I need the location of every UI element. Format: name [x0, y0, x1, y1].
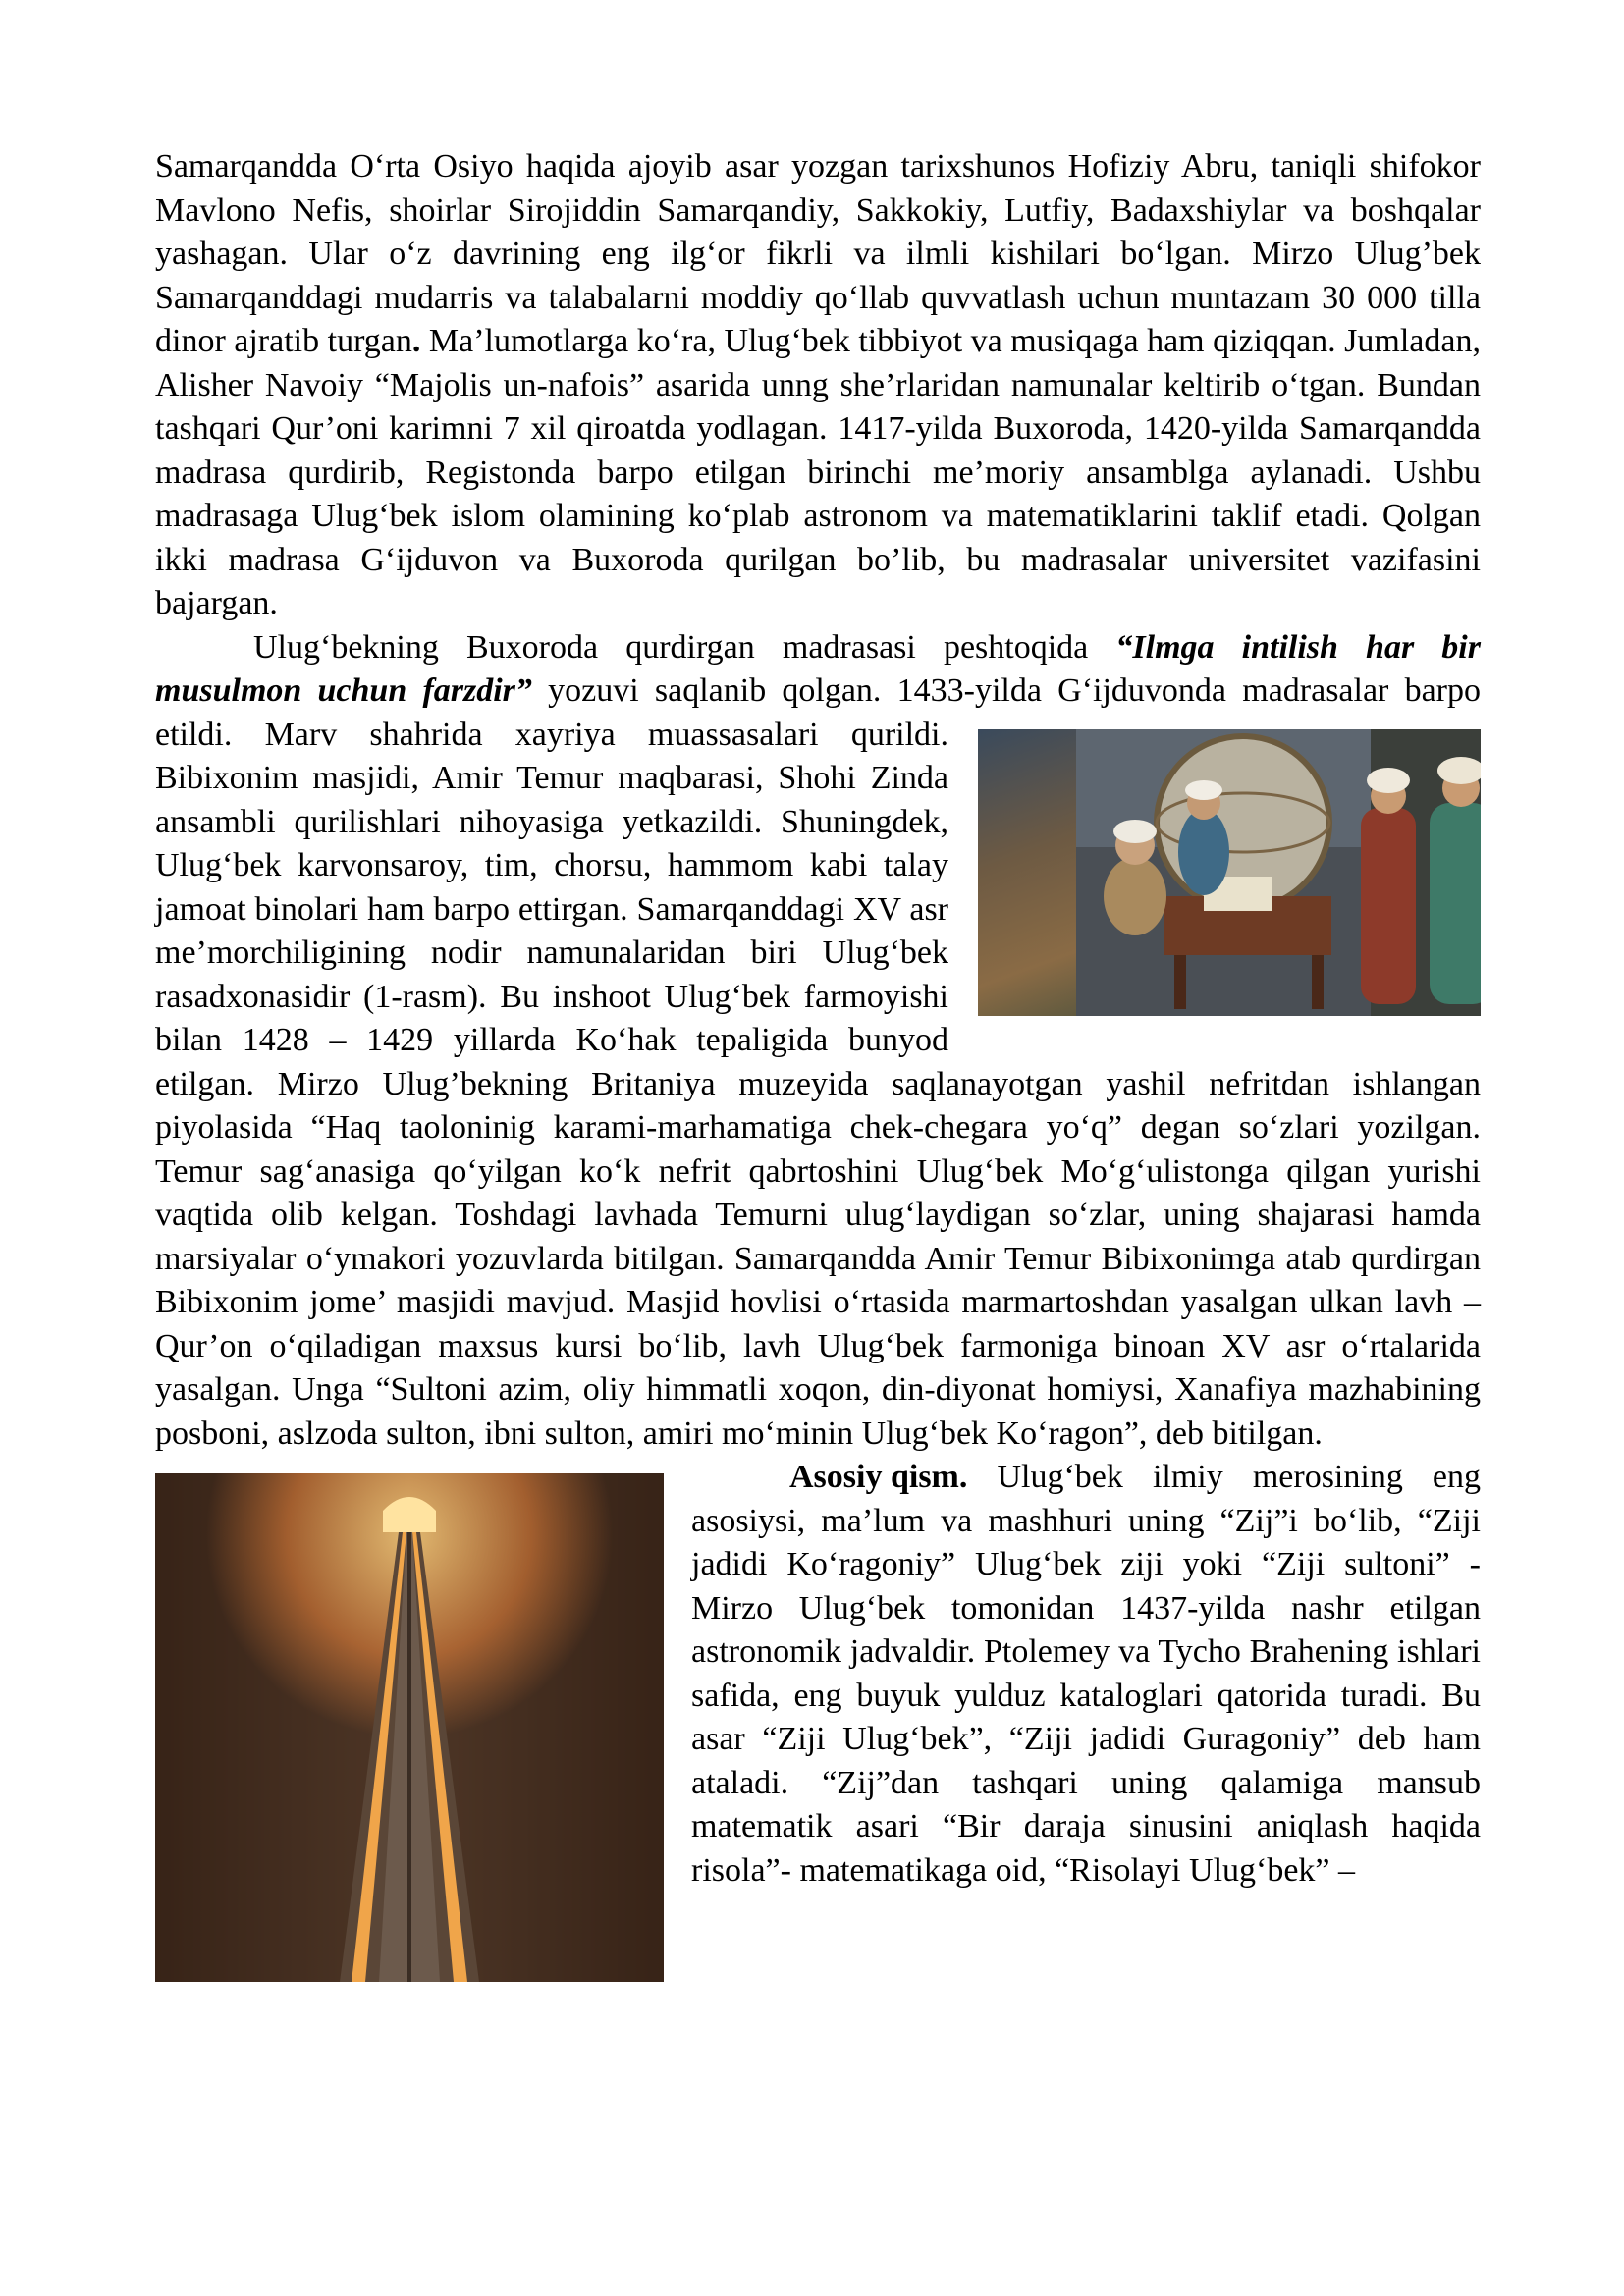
astronomers-painting [978, 729, 1481, 1016]
paragraph-3-text: Ulug‘bek ilmiy merosining eng asosiysi, ma’lum va mashhuri uning “Zij”i bo‘lib, “Ziji jadidi Ko‘ragoniy” Ulug‘bek ziji yoki “Ziji sultoni” - Mirzo Ulug‘bek tomonidan 1437-yilda nashr etilgan astronomik jadvaldir. Ptolemey va Tycho Brahening ishlari safida, eng buyuk yulduz kataloglari qatorida turadi. Bu asar “Ziji Ulug‘bek”, “Ziji jadidi Guragoniy” deb ham ataladi. “Zij”dan tashqari uning qalamiga mansub matematik asari “Bir daraja sinusini aniqlash haqida risola”- matematikaga oid, “Risolayi Ulug‘bek” – [691, 1459, 1481, 1889]
paragraph-1-text: Samarqandda O‘rta Osiyo haqida ajoyib asar yozgan tarixshunos Hofiziy Abru, taniqli shifokor Mavlono Nefis, shoirlar Sirojiddin Samarqandiy, Sakkokiy, Lutfiy, Badaxshiylar va boshqalar yashagan. Ular o‘z davrining eng ilg‘or fikrli va ilmli kishilari bo‘lgan. Mirzo Ulug’bek Samarqanddagi mudarris va talabalarni moddiy qo‘llab quvvatlash uchun muntazam 30 000 tilla dinor ajratib turgan [155, 148, 1481, 359]
paragraph-1 [155, 145, 1481, 626]
paragraph-2-rest-b: madrasalar barpo etildi. Marv shahrida xayriya muassasalari qurildi. Bibixonim masjidi, Amir Temur maqbarasi, Shohi Zinda ansambli qurilishlari nihoyasiga yetkazildi. Shuningdek, Ulug‘bek karvonsaroy, tim, chorsu, hammom kabi talay jamoat binolari ham barpo ettirgan. Samarqanddagi XV asr me’morchiligining nodir namunalaridan biri Ulug‘bek rasadxonasidir (1-rasm). Bu inshoot Ulug‘bek farmoyishi bilan 1428 – 1429 yillarda Ko‘hak tepaligida bunyod etilgan. Mirzo Ulug’bekning Britaniya muzeyida saqlanayotgan yashil nefritdan ishlangan piyolasida “Haq taoloninig karami-marhamatiga chek-chegara yo‘q” degan so‘zlari yozilgan. Temur sag‘anasiga qo‘yilgan ko‘k nefrit qabrtoshini Ulug‘bek Mo‘g‘ulistonga qilgan yurishi vaqtida olib kelgan. Toshdagi lavhada Temurni ulug‘laydigan so‘zlar, uning shajarasi hamda marsiyalar o‘ymakori yozuvlarda bitilgan. Samarqandda Amir Temur Bibixonimga atab qurdirgan Bibixonim jome’ masjidi mavjud. Masjid hovlisi o‘rtasida marmartoshdan yasalgan ulkan lavh – Qur’on o‘qiladigan maxsus kursi bo‘lib, lavh Ulug‘bek farmoniga binoan XV asr o‘rtalarida yasalgan. Unga “Sultoni azim, oliy himmatli xoqon, din-diyonat homiysi, Xanafiya mazhabining posboni, aslzoda sulton, ibni sulton, amiri mo‘minin Ulug‘bek Ko‘ragon”, deb bitilgan. [155, 672, 1482, 1452]
section-heading: Asosiy qism. [789, 1459, 968, 1495]
observatory-sextant-photo [155, 1473, 664, 1982]
paragraph-2 [155, 626, 1481, 1457]
paragraph-2-start: Ulug‘bekning Buxoroda qurdirgan madrasasi peshtoqida [253, 628, 1116, 666]
paragraph-3 [155, 1456, 1481, 1893]
paragraph-1-rest: Ma’lumotlarga ko‘ra, Ulug‘bek tibbiyot va musiqaga ham qiziqqan. Jumladan, Alisher Navoiy “Majolis un-nafois” asarida unng she’rlaridan namunalar keltirib o‘tgan. Bundan tashqari Qur’oni karimni 7 xil qiroatda yodlagan. 1417-yilda Buxoroda, 1420-yilda Samarqandda madrasa qurdirib, Registonda barpo etilgan birinchi me’moriy ansamblga aylanadi. Ushbu madrasaga Ulug‘bek islom olamining ko‘plab astronom va matematiklarini taklif etadi. Qolgan ikki madrasa G‘ijduvon va Buxoroda qurilgan bo’lib, bu madrasalar universitet vazifasini bajargan. [155, 323, 1481, 621]
bold-period: . [411, 323, 421, 359]
inscription-quote: “Ilmga intilish har bir musulmon uchun farzdir” [155, 628, 1481, 709]
document-page [155, 145, 1481, 1990]
paragraph-2-rest-a: yozuvi saqlanib qolgan. 1433-yilda G‘ijduvonda [531, 672, 1243, 709]
